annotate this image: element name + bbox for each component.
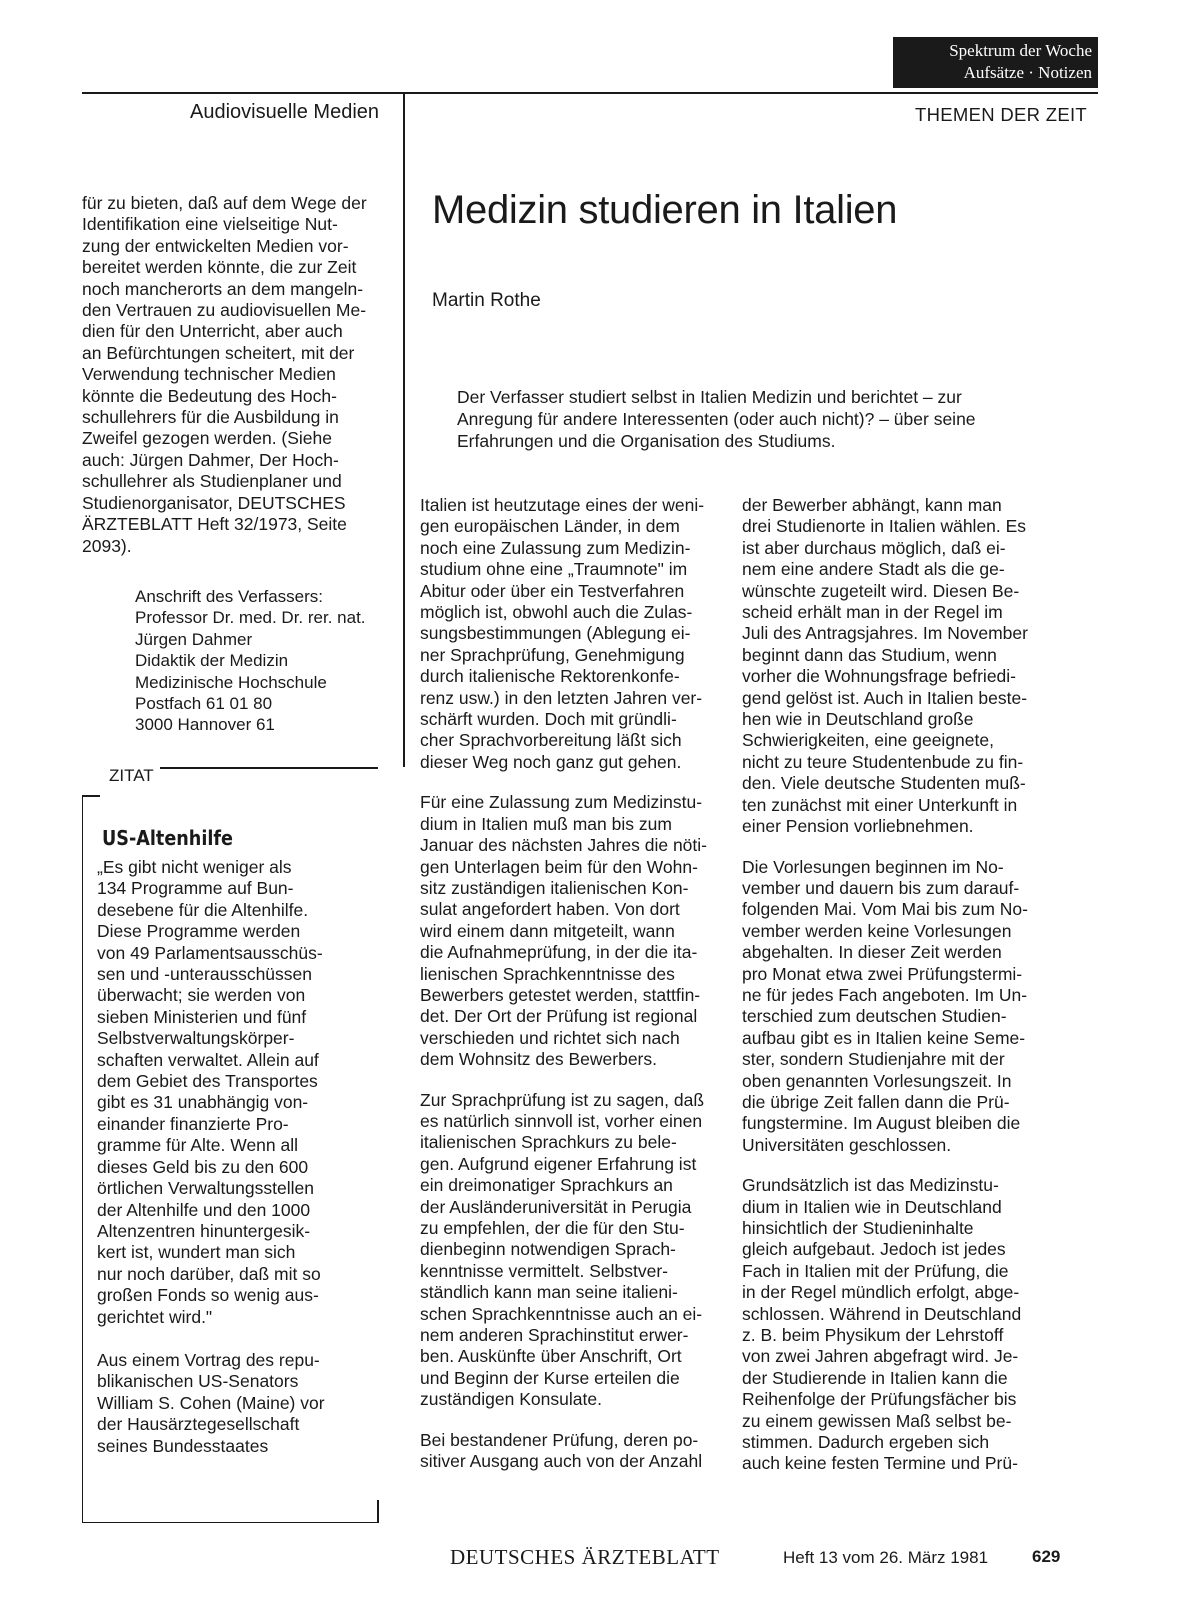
column-divider-lower (403, 457, 405, 767)
badge-line-2: Aufsätze · Notizen (963, 63, 1092, 82)
page-number: 629 (1032, 1547, 1061, 1566)
quote-box-top-rule (82, 795, 100, 797)
author-address (135, 586, 366, 736)
article-paragraph: Grundsätzlich ist das Medizinstu- dium in Italien wie in Deutschland hinsichtlich der Studieninhalte gleich aufgebaut. Jedoch ist jedes Fach in Italien mit der Prüfung, die in der Regel mündlich erfolgt, abge- schlossen. Während in Deutschland z. B. beim Physikum der Lehrstoff von zwei Jahren abgefragt wird. Je- der Studierende in Italien kann die Reihenfolge der Prüfungsfächer bis zu einem gewissen Maß selbst be- stimmen. Dadurch ergeben sich auch keine festen Termine und Prü- (742, 1175, 1022, 1474)
address-line: Jürgen Dahmer (135, 629, 253, 649)
badge-line-1: Spektrum der Woche (949, 41, 1092, 60)
quote-text: „Es gibt nicht weniger als 134 Programme auf Bun- desebene für die Altenhilfe. Diese Programme werden von 49 Parlamentsausschüs- sen und -unterausschüssen überwacht; sie werden von sieben Ministerien und fünf Selbstverwaltungskörper- schaften verwaltet. Allein auf dem Gebiet des Transportes gibt es 31 unabhängig von- einander finanzierte Pro- gramme für Alte. Wenn all dieses Geld bis zu den 600 örtlichen Verwaltungsstellen der Altenhilfe und den 1000 Altenzentren hinuntergesik- kert ist, wundert man sich nur noch darüber, daß mit so großen Fonds so wenig aus- gerichtet wird." (97, 857, 323, 1327)
quote-label: ZITAT (105, 766, 158, 786)
article-author: Martin Rothe (432, 290, 541, 311)
footer-journal: DEUTSCHES ÄRZTEBLATT (450, 1545, 720, 1569)
article-title: Medizin studieren in Italien (432, 188, 898, 232)
article-column-1 (420, 495, 720, 1491)
left-continuation-text: für zu bieten, daß auf dem Wege der Identifikation eine vielseitige Nut- zung der entwickelten Medien vor- bereitet werden könnte, die zur Zeit noch mancherorts an dem mangeln- den Vertrauen zu audiovisuellen Me- dien für den Unterricht, aber auch an Befürchtungen scheitert, mit der Verwendung technischer Medien könnte die Bedeutung des Hoch- schullehrers für die Ausbildung in Zweifel gezogen werden. (Siehe auch: Jürgen Dahmer, Der Hoch- schullehrer als Studienplaner und Studienorganisator, DEUTSCHES ÄRZTEBLATT Heft 32/1973, Seite 2093). (82, 193, 367, 556)
address-line: Medizinische Hochschule (135, 672, 327, 692)
address-line: Postfach 61 01 80 (135, 694, 273, 714)
quote-title: US-Altenhilfe (102, 826, 233, 850)
article-paragraph: der Bewerber abhängt, kann man drei Studienorte in Italien wählen. Es ist aber durchaus möglich, daß ei- nem eine andere Stadt als die ge- wünschte zugeteilt wird. Diesen Be- scheid erhält man in der Regel im Juli des Antragsjahres. Im November beginnt dann das Studium, wenn vorher die Wohnungsfrage befriedi- gend gelöst ist. Auch in Italien beste- hen wie in Deutschland große Schwierigkeiten, eine geeignete, nicht zu teure Studentenbude zu fin- den. Viele deutsche Studenten muß- ten zunächst mit einer Unterkunft in einer Pension vorliebnehmen. (742, 495, 1028, 837)
address-line: Didaktik der Medizin (135, 651, 289, 671)
column-divider (403, 92, 405, 457)
section-badge (893, 37, 1098, 88)
article-paragraph: Für eine Zulassung zum Medizinstu- dium in Italien muß man bis zum Januar des nächsten Jahres die nöti- gen Unterlagen beim für den Wohn- sitz zuständigen italienischen Kon- sulat angefordert haben. Von dort wird einem dann mitgeteilt, wann die Aufnahmeprüfung, in der die ita- lienischen Sprachkenntnisse des Bewerbers getestet werden, stattfin- det. Der Ort der Prüfung ist regional verschieden und richtet sich nach dem Wohnsitz des Bewerbers. (420, 792, 707, 1070)
quote-source: Aus einem Vortrag des repu- blikanischen US-Senators William S. Cohen (Maine) vor der Hausärztegesellschaft seines Bundesstaates (97, 1350, 325, 1456)
article-column-2 (742, 495, 1052, 1494)
address-line: 3000 Hannover 61 (135, 715, 275, 735)
article-paragraph: Bei bestandener Prüfung, deren po- sitiver Ausgang auch von der Anzahl (420, 1429, 703, 1472)
address-line: Professor Dr. med. Dr. rer. nat. (135, 608, 366, 628)
article-lead: Der Verfasser studiert selbst in Italien Medizin und berichtet – zur Anregung für andere Interessenten (oder auch nicht)? – über seine Erfahrungen und die Organisation des Studiums. (457, 387, 976, 451)
quote-box-top-rule-right (160, 767, 378, 769)
article-paragraph: Die Vorlesungen beginnen im No- vember und dauern bis zum darauf- folgenden Mai. Vom Mai bis zum No- vember werden keine Vorlesungen abgehalten. In dieser Zeit werden pro Monat etwa zwei Prüfungstermi- ne für jedes Fach angeboten. Im Un- terschied zum deutschen Studien- aufbau gibt es in Italien keine Seme- ster, sondern Studienjahre mit der oben genannten Vorlesungszeit. In die übrige Zeit fallen dann die Prü- fungstermine. Im August bleiben die Universitäten geschlossen. (742, 856, 1028, 1155)
section-label-right: THEMEN DER ZEIT (915, 104, 1088, 125)
section-label-left: Audiovisuelle Medien (190, 101, 380, 123)
article-paragraph: Italien ist heutzutage eines der weni- gen europäischen Länder, in dem noch eine Zulassung zum Medizin- studium ohne eine „Traumnote" im Abitur oder über ein Testverfahren möglich ist, obwohl auch die Zulas- sungsbestimmungen (Ablegung ei- ner Sprachprüfung, Genehmigung durch italienische Rektorenkonfe- renz usw.) in den letzten Jahren ver- schärft wurden. Doch mit gründli- cher Sprachvorbereitung läßt sich dieser Weg noch ganz gut gehen. (420, 495, 705, 772)
address-label: Anschrift des Verfassers: (135, 587, 324, 606)
quote-box-right-tick (377, 1500, 379, 1522)
header-rule (82, 92, 1098, 94)
article-paragraph: Zur Sprachprüfung ist zu sagen, daß es natürlich sinnvoll ist, vorher einen italienischen Sprachkurs zu bele- gen. Aufgrund eigener Erfahrung ist ein dreimonatiger Sprachkurs an der Ausländeruniversität in Perugia zu empfehlen, der die für den Stu- dienbeginn notwendigen Sprach- kenntnisse vermittelt. Selbstver- ständlich kann man seine italieni- schen Sprachkenntnisse auch an ei- nem anderen Sprachinstitut erwer- ben. Auskünfte über Anschrift, Ort und Beginn der Kurse erteilen die zuständigen Konsulate. (420, 1089, 705, 1410)
footer-issue: Heft 13 vom 26. März 1981 (783, 1548, 989, 1567)
